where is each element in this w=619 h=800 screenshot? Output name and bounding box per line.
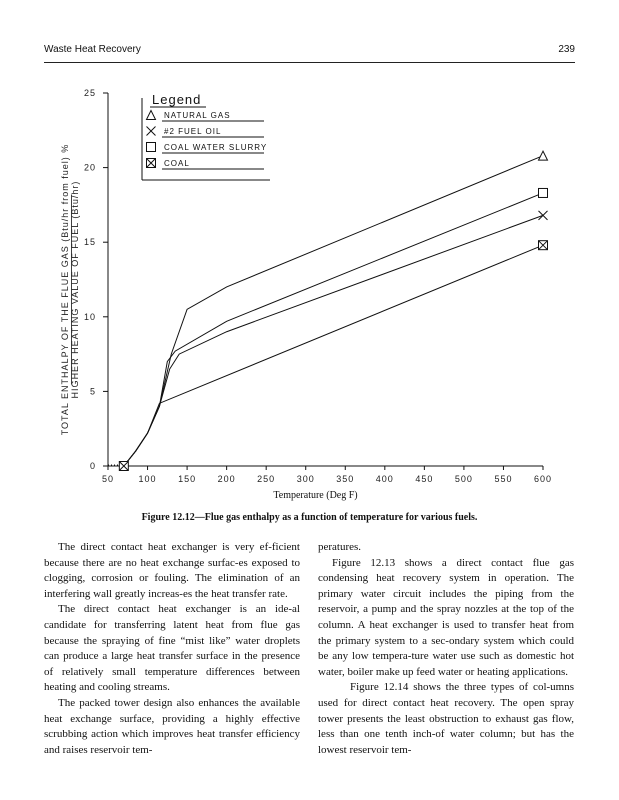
body-column-left [44, 540, 300, 758]
x-tick-label: 250 [257, 474, 276, 484]
y-axis-label-denominator: HIGHER HEATING VALUE OF FUEL (Btu/hr) [70, 180, 80, 399]
chart-legend [142, 92, 270, 180]
y-tick-label: 5 [89, 386, 96, 397]
paragraph: peratures. [318, 541, 362, 553]
x-marker [539, 211, 548, 220]
x-axis-label: Temperature (Deg F) [273, 490, 358, 501]
paragraph: The direct contact heat exchanger is an ide-al candidate for transferring latent heat from flue gas because the spraying of fine “mist like” water droplets can produce a large heat transfer surface in the presence of relatively small temperature differences between heating and cooling streams. [44, 603, 300, 694]
square-marker [147, 143, 156, 152]
triangle-marker [539, 151, 548, 160]
x-marker [147, 127, 156, 136]
body-column-right [318, 540, 574, 758]
y-tick-label: 15 [83, 237, 96, 248]
legend-entry-label: #2 FUEL OIL [164, 127, 222, 136]
paragraph: The direct contact heat exchanger is very ef-ficient because there are no heat exchange surfac-es exposed to clogging, corrosion or fouling. The elimination of an interfering wall greatly increas-es the heat transfer rate. [44, 541, 300, 600]
x-tick-label: 550 [494, 474, 513, 484]
paragraph: Figure 12.14 shows the three types of col-umns used for direct contact heat recovery. The open spray tower presents the least obstruction to exhaust gas flow, less than one tenth inch-of water column; but has the lowest reservoir tem- [318, 681, 574, 756]
legend-entry-label: NATURAL GAS [164, 111, 231, 120]
series-line-square [124, 193, 543, 466]
triangle-marker [147, 111, 156, 120]
x-tick-label: 150 [178, 474, 197, 484]
x-tick-label: 200 [217, 474, 236, 484]
y-tick-label: 25 [83, 88, 96, 98]
x-tick-label: 300 [296, 474, 315, 484]
x-tick-label: 400 [375, 474, 394, 484]
series-line-x [124, 215, 543, 466]
page-number: 239 [558, 44, 575, 55]
x-tick-label: 350 [336, 474, 355, 484]
y-tick-label: 0 [89, 461, 96, 471]
x-tick-label: 100 [138, 474, 157, 484]
x-tick-label: 50 [101, 474, 115, 484]
section-title: Waste Heat Recovery [44, 44, 141, 55]
legend-entry-label: COAL WATER SLURRY [164, 143, 268, 152]
y-tick-label: 20 [83, 162, 96, 173]
legend-title: Legend [152, 92, 202, 107]
x-tick-label: 600 [533, 474, 553, 484]
legend-entry-label: COAL [164, 159, 190, 168]
paragraph: The packed tower design also enhances the available heat exchange surface, providing a highly effective scrubbing action which improves heat transfer efficiency and raises reservoir tem- [44, 696, 300, 756]
y-axis-label-numerator: TOTAL ENTHALPY OF THE FLUE GAS (Btu/hr from fuel) % [60, 143, 70, 436]
square-marker [539, 188, 548, 197]
y-tick-label: 10 [83, 311, 96, 322]
figure-caption: Figure 12.12—Flue gas enthalpy as a function of temperature for various fuels. [141, 512, 478, 523]
x-tick-label: 500 [454, 474, 473, 484]
paragraph: Figure 12.13 shows a direct contact flue gas condensing heat recovery system in operation. The primary water circuit includes the piping from the reservoir, a pump and the spray nozzles at the top of the column. A heat exchanger is used to transfer heat from the primary system to a sec-ondary system which could be any low tempera-ture water use such as domestic hot water, boiler make up feed water or heating applications. [318, 556, 574, 678]
series-line-triangle [124, 156, 543, 466]
x-tick-label: 450 [415, 474, 434, 484]
chart-series [108, 151, 548, 470]
